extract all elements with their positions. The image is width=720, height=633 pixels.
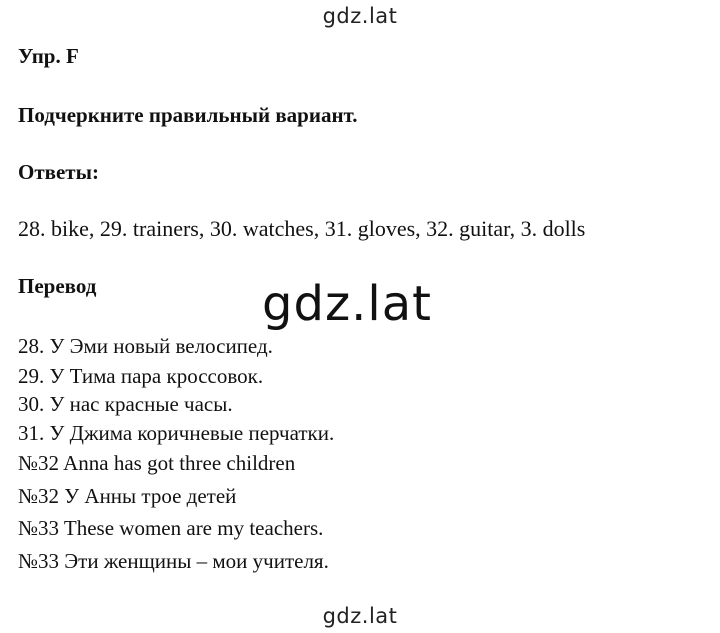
translation-line: №33 These women are my teachers. bbox=[18, 516, 324, 540]
translation-line: №33 Эти женщины – мои учителя. bbox=[18, 549, 329, 573]
translation-line: 28. У Эми новый велосипед. bbox=[18, 334, 273, 358]
watermark-top: gdz.lat bbox=[322, 4, 398, 28]
answers-text: 28. bike, 29. trainers, 30. watches, 31. gloves, 32. guitar, 3. dolls bbox=[18, 216, 586, 241]
answers-heading: Ответы: bbox=[18, 160, 100, 184]
translation-line: 30. У нас красные часы. bbox=[18, 392, 233, 416]
translation-line: 29. У Тима пара кроссовок. bbox=[18, 364, 264, 388]
exercise-title: Упр. F bbox=[18, 44, 79, 68]
translation-line: 31. У Джима коричневые перчатки. bbox=[18, 421, 335, 445]
translation-heading: Перевод bbox=[18, 274, 97, 298]
instruction-text: Подчеркните правильный вариант. bbox=[18, 103, 358, 127]
translation-line: №32 Anna has got three children bbox=[18, 451, 296, 475]
translation-line: №32 У Анны трое детей bbox=[18, 484, 237, 508]
watermark-bottom: gdz.lat bbox=[322, 604, 398, 628]
watermark-center: gdz.lat bbox=[262, 276, 432, 332]
